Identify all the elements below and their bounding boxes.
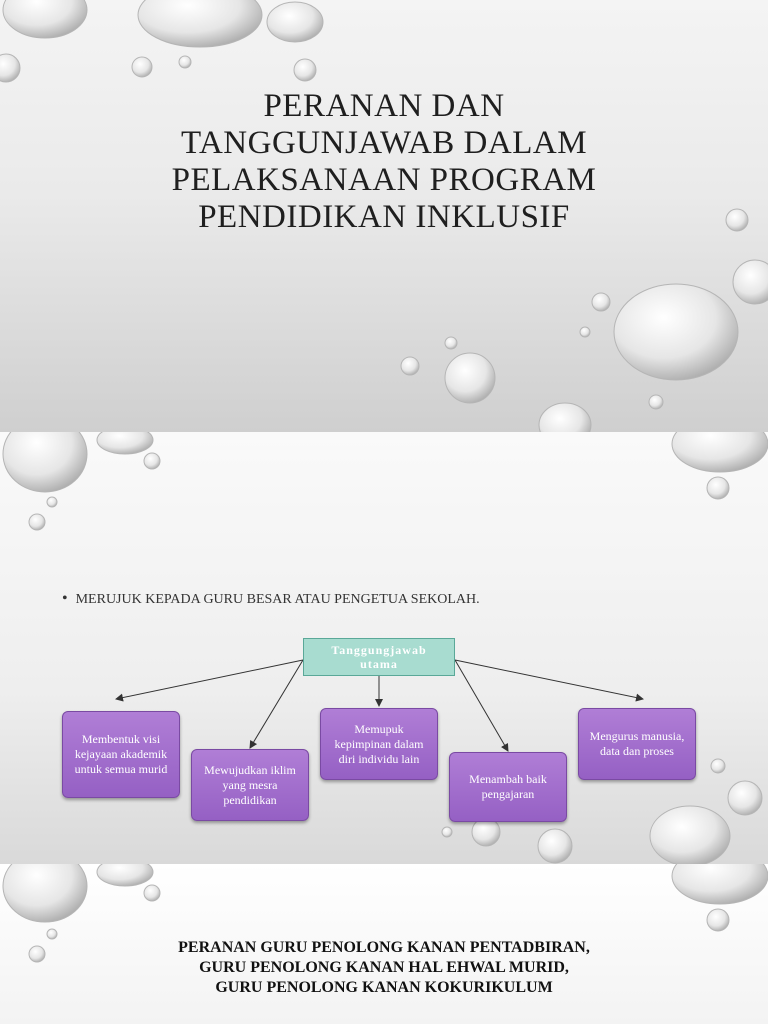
title-line: GURU PENOLONG KANAN KOKURIKULUM (215, 979, 553, 996)
bullet-dot: • (62, 590, 68, 607)
slide-1-title (84, 88, 684, 236)
diagram-box: Memupuk kepimpinan dalam diri individu lain (320, 708, 438, 780)
slide-1 (0, 0, 768, 432)
bullet-item (62, 590, 480, 608)
root-label-line: Tanggungjawab (331, 643, 427, 657)
slide-3 (0, 864, 768, 1024)
title-line: TANGGUNJAWAB DALAM (180, 125, 588, 161)
title-line: PELAKSANAAN PROGRAM (171, 162, 597, 198)
diagram-box: Mewujudkan iklim yang mesra pendidikan (191, 749, 309, 821)
title-line: PERANAN DAN (263, 88, 505, 124)
title-line: PENDIDIKAN INKLUSIF (198, 199, 570, 235)
slide-3-title (60, 938, 708, 998)
title-line: GURU PENOLONG KANAN HAL EHWAL MURID, (199, 959, 569, 976)
diagram-root-box (303, 638, 455, 676)
title-line: PERANAN GURU PENOLONG KANAN PENTADBIRAN, (178, 939, 590, 956)
bullet-text: MERUJUK KEPADA GURU BESAR ATAU PENGETUA SEKOLAH. (75, 592, 480, 607)
diagram-box: Membentuk visi kejayaan akademik untuk semua murid (62, 711, 180, 798)
root-label-line: utama (360, 657, 398, 671)
diagram-box: Mengurus manusia, data dan proses (578, 708, 696, 780)
diagram-box: Menambah baik pengajaran (449, 752, 567, 822)
